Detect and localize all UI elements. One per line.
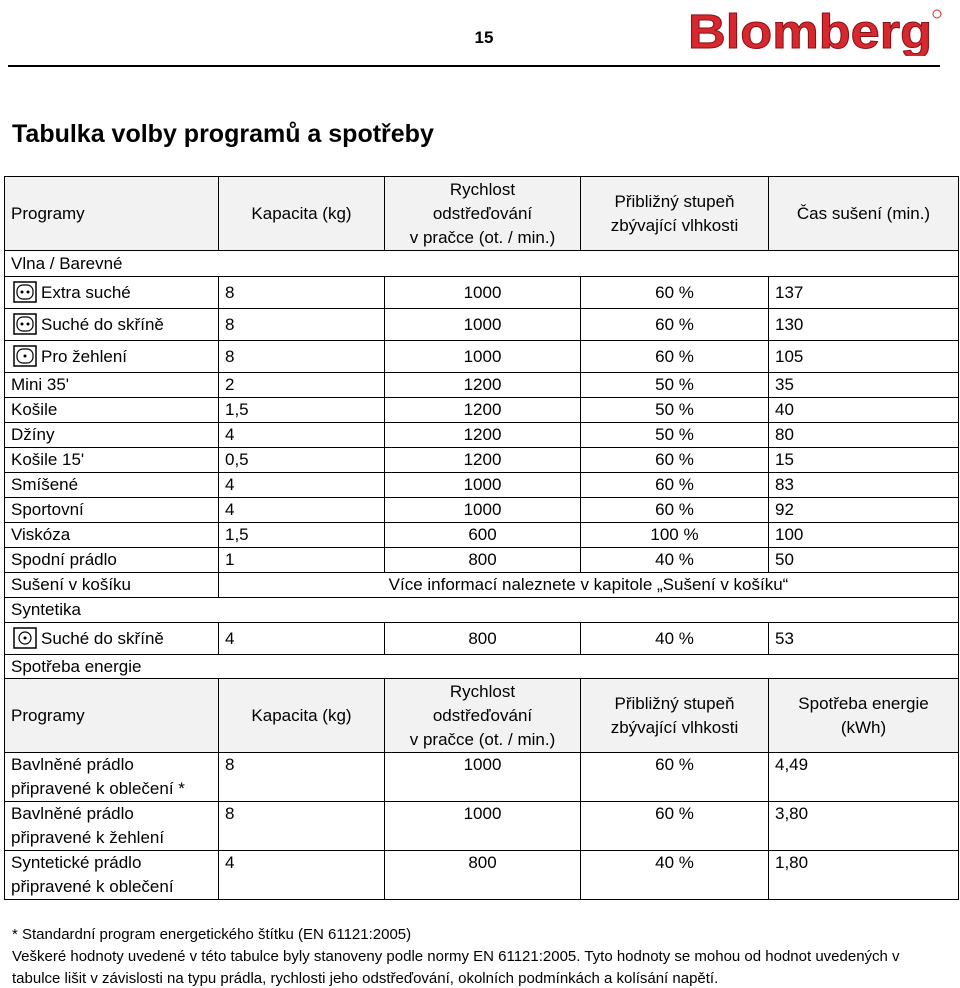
time-cell: 15 (769, 448, 959, 473)
time-cell: 50 (769, 548, 959, 573)
header-capacity: Kapacita (kg) (219, 679, 385, 753)
capacity-cell: 1 (219, 548, 385, 573)
program-name: Smíšené (5, 473, 219, 498)
moisture-cell: 60 % (581, 309, 769, 341)
capacity-cell: 1,5 (219, 398, 385, 423)
header-spin: Rychlost odstřeďování v pračce (ot. / min.) (385, 679, 581, 753)
program-name: Košile 15' (5, 448, 219, 473)
header-energy: Spotřeba energie (kWh) (769, 679, 959, 753)
table-row (5, 309, 959, 341)
header-moisture: Přibližný stupeň zbývající vlhkosti (581, 679, 769, 753)
moisture-cell: 60 % (581, 448, 769, 473)
spin-cell: 1000 (385, 309, 581, 341)
program-name: Suché do skříně (5, 623, 219, 655)
table-row (5, 373, 959, 398)
program-name: Mini 35' (5, 373, 219, 398)
time-cell: 35 (769, 373, 959, 398)
section-label: Spotřeba energie (5, 655, 959, 680)
energy-consumption-table (4, 678, 959, 900)
page-title: Tabulka volby programů a spotřeby (12, 120, 434, 148)
header-time: Čas sušení (min.) (769, 177, 959, 251)
header-capacity: Kapacita (kg) (219, 177, 385, 251)
table-row (5, 623, 959, 655)
table-row (5, 448, 959, 473)
energy-cell: 3,80 (769, 802, 959, 851)
section-row-wool (5, 251, 959, 277)
page-number: 15 (474, 28, 494, 47)
capacity-cell: 4 (219, 498, 385, 523)
footnote-values-disclaimer: Veškeré hodnoty uvedené v této tabulce byly stanoveny podle normy EN 61121:2005. Tyto hodnoty se mohou od hodnot uvedených v tabulce lišit v závislosti na typu prádla, rychlosti jeho odstřeďování, okolních podmínkách a kolísání napětí. (12, 948, 900, 987)
extra-dry-icon (13, 281, 37, 303)
table-row (5, 398, 959, 423)
table-row (5, 802, 959, 851)
capacity-cell: 8 (219, 309, 385, 341)
time-cell: 130 (769, 309, 959, 341)
capacity-cell: 4 (219, 423, 385, 448)
moisture-cell: 60 % (581, 473, 769, 498)
capacity-cell: 4 (219, 473, 385, 498)
spin-cell: 800 (385, 548, 581, 573)
capacity-cell: 4 (219, 623, 385, 655)
time-cell: 137 (769, 277, 959, 309)
section-label: Syntetika (5, 598, 959, 623)
program-name: Spodní prádlo (5, 548, 219, 573)
spin-cell: 1000 (385, 341, 581, 373)
time-cell: 105 (769, 341, 959, 373)
spin-cell: 1000 (385, 498, 581, 523)
time-cell: 80 (769, 423, 959, 448)
moisture-cell: 100 % (581, 523, 769, 548)
program-name: Suché do skříně (5, 309, 219, 341)
capacity-cell: 1,5 (219, 523, 385, 548)
moisture-cell: 60 % (581, 341, 769, 373)
moisture-cell: 50 % (581, 373, 769, 398)
blomberg-logo (688, 6, 942, 61)
moisture-cell: 50 % (581, 423, 769, 448)
header-programs: Programy (5, 679, 219, 753)
program-name: Bavlněné prádlo připravené k oblečení * (5, 753, 219, 802)
table-row (5, 548, 959, 573)
section-label: Vlna / Barevné (5, 251, 959, 277)
header-programs: Programy (5, 177, 219, 251)
cupboard-dry-icon (13, 313, 37, 335)
table-header-row (5, 177, 959, 251)
capacity-cell: 0,5 (219, 448, 385, 473)
time-cell: 92 (769, 498, 959, 523)
spin-cell: 1000 (385, 802, 581, 851)
footnotes (12, 924, 942, 988)
section-row-energy (5, 655, 959, 680)
header-moisture: Přibližný stupeň zbývající vlhkosti (581, 177, 769, 251)
time-cell: 83 (769, 473, 959, 498)
time-cell: 100 (769, 523, 959, 548)
program-name: Viskóza (5, 523, 219, 548)
spin-cell: 1200 (385, 373, 581, 398)
program-selection-table (4, 176, 959, 680)
spin-cell: 1200 (385, 448, 581, 473)
section-row-synthetic (5, 598, 959, 623)
moisture-cell: 60 % (581, 802, 769, 851)
capacity-cell: 8 (219, 753, 385, 802)
program-name: Syntetické prádlo připravené k oblečení (5, 851, 219, 900)
spin-cell: 1200 (385, 398, 581, 423)
moisture-cell: 50 % (581, 398, 769, 423)
energy-cell: 1,80 (769, 851, 959, 900)
program-name: Extra suché (5, 277, 219, 309)
table-row (5, 423, 959, 448)
table-row (5, 277, 959, 309)
cupboard-dry-icon (13, 627, 37, 649)
capacity-cell: 4 (219, 851, 385, 900)
moisture-cell: 60 % (581, 753, 769, 802)
basket-row (5, 573, 959, 598)
program-name: Sušení v košíku (5, 573, 219, 598)
table-row (5, 753, 959, 802)
program-name: Sportovní (5, 498, 219, 523)
table-header-row (5, 679, 959, 753)
table-row (5, 523, 959, 548)
energy-cell: 4,49 (769, 753, 959, 802)
footnote-standard-program: * Standardní program energetického štítku (EN 61121:2005) (12, 926, 412, 943)
moisture-cell: 60 % (581, 277, 769, 309)
table-row (5, 473, 959, 498)
spin-cell: 1000 (385, 277, 581, 309)
table-row (5, 851, 959, 900)
program-name: Košile (5, 398, 219, 423)
svg-text:Blomberg: Blomberg (688, 6, 932, 56)
table-row (5, 498, 959, 523)
spin-cell: 1000 (385, 753, 581, 802)
iron-dry-icon (13, 345, 37, 367)
program-name: Pro žehlení (5, 341, 219, 373)
header-spin: Rychlost odstřeďování v pračce (ot. / min.) (385, 177, 581, 251)
moisture-cell: 40 % (581, 851, 769, 900)
moisture-cell: 60 % (581, 498, 769, 523)
header-rule (8, 65, 940, 67)
capacity-cell: 2 (219, 373, 385, 398)
spin-cell: 600 (385, 523, 581, 548)
capacity-cell: 8 (219, 802, 385, 851)
moisture-cell: 40 % (581, 623, 769, 655)
spin-cell: 800 (385, 851, 581, 900)
moisture-cell: 40 % (581, 548, 769, 573)
time-cell: 53 (769, 623, 959, 655)
spin-cell: 1000 (385, 473, 581, 498)
table-row (5, 341, 959, 373)
program-name: Džíny (5, 423, 219, 448)
time-cell: 40 (769, 398, 959, 423)
capacity-cell: 8 (219, 277, 385, 309)
capacity-cell: 8 (219, 341, 385, 373)
spin-cell: 800 (385, 623, 581, 655)
program-name: Bavlněné prádlo připravené k žehlení (5, 802, 219, 851)
spin-cell: 1200 (385, 423, 581, 448)
basket-note: Více informací naleznete v kapitole „Sušení v košíku“ (219, 573, 959, 598)
